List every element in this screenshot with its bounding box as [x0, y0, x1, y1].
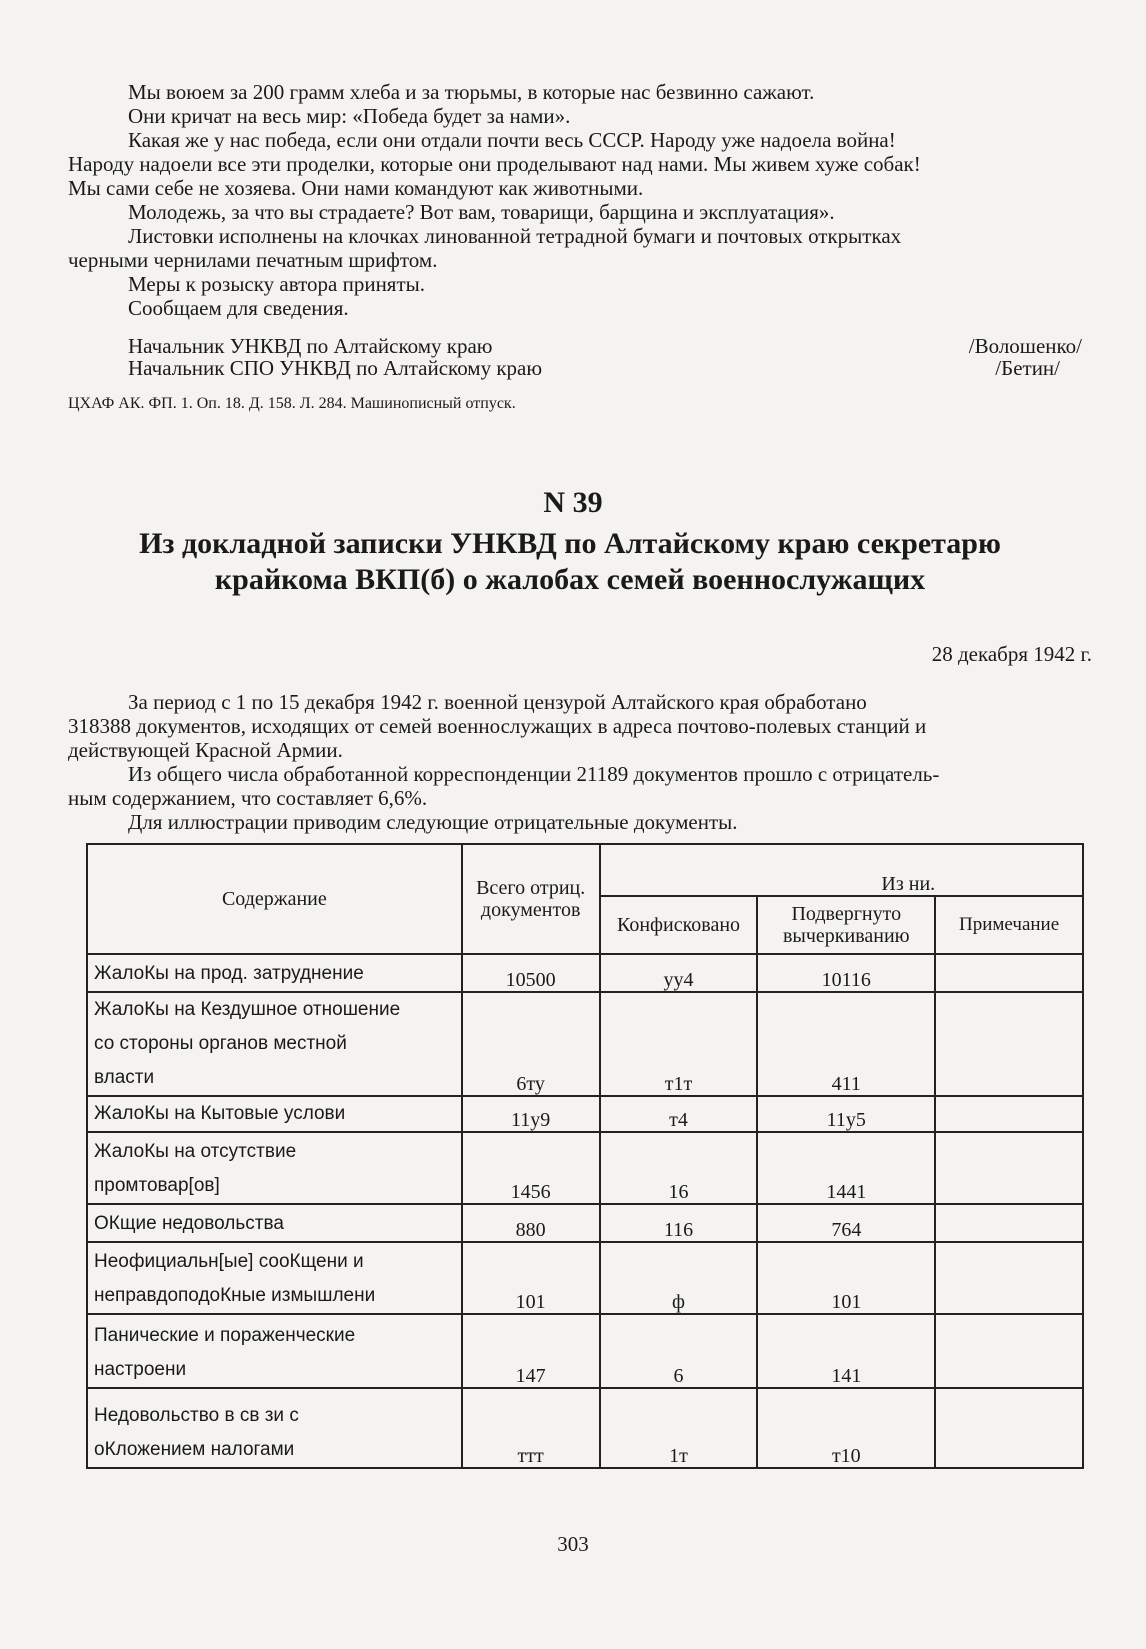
row-content: ЖалоКы на Кытовые услови: [94, 1103, 346, 1124]
row-note: [935, 992, 1083, 1096]
header-of-them: Из ни.: [600, 844, 1083, 896]
row-total: ттт: [462, 1388, 600, 1468]
row-confiscated: [600, 1242, 758, 1314]
header-confiscated: Конфисковано: [600, 896, 758, 954]
row-crossed: 10116: [757, 954, 935, 992]
letter-line-1: Мы воюем за 200 грамм хлеба и за тюрьмы, в которые нас безвинно сажают.: [128, 80, 815, 104]
table-row: [87, 1388, 1083, 1468]
archive-source: ЦХАФ АК. ФП. 1. Оп. 18. Д. 158. Л. 284. Машинописный отпуск.: [68, 395, 516, 412]
inform-line: Сообщаем для сведения.: [128, 296, 349, 320]
row-crossed: 1441: [757, 1132, 935, 1204]
header-crossed: Подвергнуто вычеркиванию: [757, 896, 935, 954]
row-total: 1456: [462, 1132, 600, 1204]
row-content: Недовольство в св зи с: [94, 1405, 299, 1426]
header-content: Содержание: [87, 844, 462, 954]
phi-glyph: ф: [672, 1291, 685, 1313]
signature-name-1: /Волошенко/: [968, 334, 1082, 358]
row-total: 880: [462, 1204, 600, 1242]
leaflets-line-2: черными чернилами печатным шрифтом.: [68, 248, 438, 272]
document-date: 28 декабря 1942 г.: [931, 642, 1092, 666]
row-confiscated: уу4: [600, 954, 758, 992]
row-content: неправдоподоКные измышлени: [94, 1285, 376, 1306]
row-note: [935, 954, 1083, 992]
header-note: Примечание: [935, 896, 1083, 954]
row-total: 11у9: [462, 1096, 600, 1132]
table-row: [87, 1242, 1083, 1314]
row-confiscated: 116: [600, 1204, 758, 1242]
table-row: [87, 1096, 1083, 1132]
document-title: Из докладной записки УНКВД по Алтайскому краю секретарю крайкома ВКП(б) о жалобах семей военнослужащих: [139, 527, 1001, 596]
row-note: [935, 1096, 1083, 1132]
letter-line-5: Мы сами себе не хозяева. Они нами командуют как животными.: [68, 176, 644, 200]
table-row: [87, 1314, 1083, 1388]
body-p2-line-1: Из общего числа обработанной корреспонденции 21189 документов прошло с отрицатель-: [128, 762, 940, 786]
letter-line-4: Народу надоели все эти проделки, которые они проделывают над нами. Мы живем хуже собак!: [68, 152, 921, 176]
row-note: [935, 1132, 1083, 1204]
body-p1-line-1: За период с 1 по 15 декабря 1942 г. военной цензурой Алтайского края обработано: [128, 690, 867, 714]
leaflets-line-1: Листовки исполнены на клочках линованной тетрадной бумаги и почтовых открытках: [128, 224, 902, 248]
header-total: Всего отриц. документов: [462, 844, 600, 954]
body-p3: Для иллюстрации приводим следующие отрицательные документы.: [128, 810, 738, 834]
signature-position-2: Начальник СПО УНКВД по Алтайскому краю: [128, 356, 543, 380]
signature-position-1: Начальник УНКВД по Алтайскому краю: [128, 334, 493, 358]
row-content: власти: [94, 1067, 155, 1088]
letter-line-3: Какая же у нас победа, если они отдали почти весь СССР. Народу уже надоела война!: [128, 128, 896, 152]
row-total: 101: [462, 1242, 600, 1314]
signature-name-2: /Бетин/: [995, 356, 1060, 380]
document-number: N 39: [543, 486, 603, 519]
row-content: ОКщие недовольства: [94, 1213, 284, 1234]
row-confiscated: т1т: [600, 992, 758, 1096]
statistics-table: [86, 843, 1084, 1469]
row-content: оКложением налогами: [94, 1439, 295, 1460]
table-row: [87, 1132, 1083, 1204]
row-content: Неофициальн[ые] сооКщени и: [94, 1251, 364, 1272]
row-note: [935, 1204, 1083, 1242]
row-note: [935, 1314, 1083, 1388]
row-content: промтовар[ов]: [94, 1175, 220, 1196]
row-content: со стороны органов местной: [94, 1033, 347, 1054]
row-note: [935, 1388, 1083, 1468]
row-total: 10500: [462, 954, 600, 992]
measures-line: Меры к розыску автора приняты.: [128, 272, 426, 296]
row-crossed: 101: [757, 1242, 935, 1314]
table-row: [87, 992, 1083, 1096]
row-confiscated: 6: [600, 1314, 758, 1388]
row-crossed: 764: [757, 1204, 935, 1242]
row-crossed: 11у5: [757, 1096, 935, 1132]
body-p2-line-2: ным содержанием, что составляет 6,6%.: [68, 786, 428, 810]
page-number: 303: [557, 1532, 589, 1556]
row-confiscated: 16: [600, 1132, 758, 1204]
row-confiscated: 1т: [600, 1388, 758, 1468]
row-crossed: 411: [757, 992, 935, 1096]
row-content: ЖалоКы на прод. затруднение: [94, 963, 364, 984]
row-content: ЖалоКы на Кездушное отношение: [94, 999, 401, 1020]
row-confiscated: т4: [600, 1096, 758, 1132]
row-content: Панические и пораженческие: [94, 1325, 356, 1346]
row-crossed: 141: [757, 1314, 935, 1388]
letter-line-6: Молодежь, за что вы страдаете? Вот вам, товарищи, барщина и эксплуатация».: [128, 200, 835, 224]
row-total: 6ту: [462, 992, 600, 1096]
row-content: настроени: [94, 1359, 187, 1380]
row-total: 147: [462, 1314, 600, 1388]
table-row: [87, 1204, 1083, 1242]
body-p1-line-3: действующей Красной Армии.: [68, 738, 343, 762]
row-crossed: т10: [757, 1388, 935, 1468]
body-p1-line-2: 318388 документов, исходящих от семей военнослужащих в адреса почтово-полевых станций и: [68, 714, 927, 738]
table-row: [87, 954, 1083, 992]
letter-line-2: Они кричат на весь мир: «Победа будет за нами».: [128, 104, 571, 128]
row-note: [935, 1242, 1083, 1314]
row-content: ЖалоКы на отсутствие: [94, 1141, 297, 1162]
